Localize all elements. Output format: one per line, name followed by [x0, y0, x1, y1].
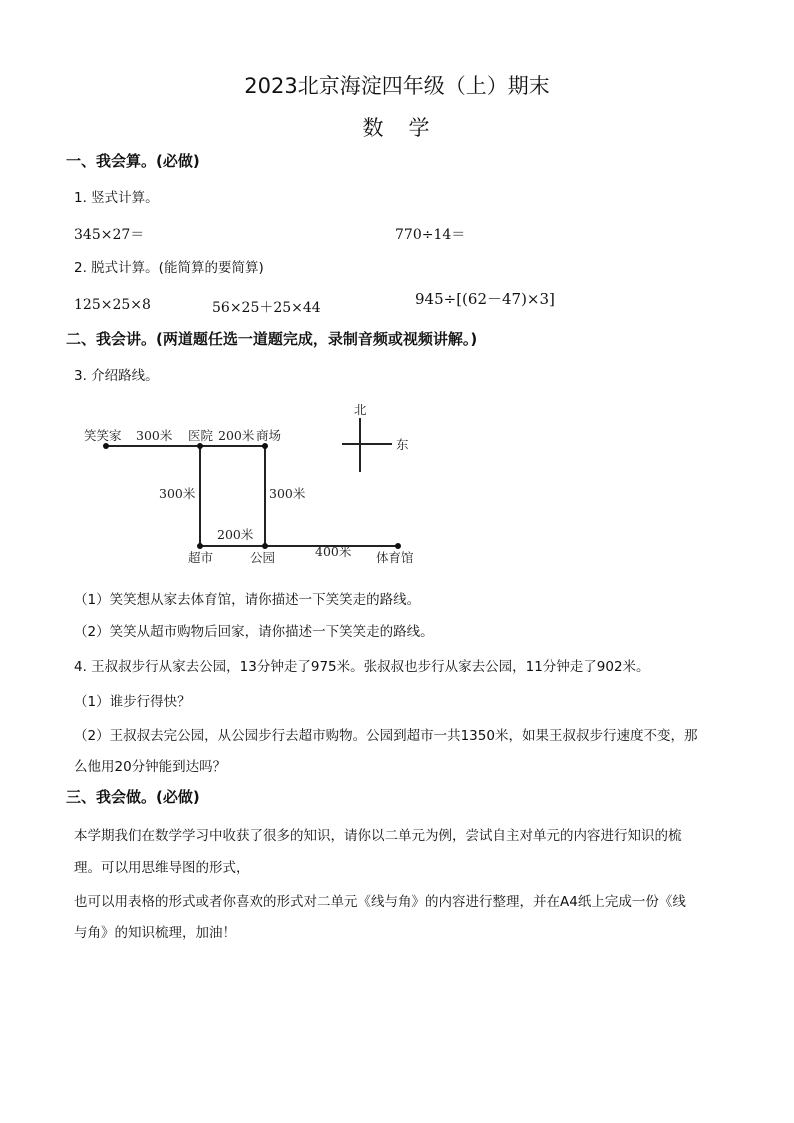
- place-hospital: 医院: [188, 428, 214, 443]
- section3-para-line2: 理。可以用思维导图的形式，: [74, 860, 250, 876]
- place-supermarket: 超市: [188, 550, 214, 565]
- dist-home-hospital: 300米: [136, 428, 173, 443]
- q3-sub1: （1）笑笑想从家去体育馆，请你描述一下笑笑走的路线。: [74, 592, 421, 608]
- supermarket-dot: [197, 543, 203, 549]
- q4-sub2-line2: 么他用20分钟能到达吗？: [74, 759, 227, 775]
- compass-north: 北: [354, 402, 367, 417]
- dist-park-stadium: 400米: [315, 544, 352, 559]
- q4-sub1: （1）谁步行得快？: [74, 694, 191, 710]
- park-dot: [262, 543, 268, 549]
- q4-stem: 4. 王叔叔步行从家去公园，13分钟走了975米。张叔叔也步行从家去公园，11分钟走了902米。: [74, 659, 650, 675]
- hospital-dot: [197, 443, 203, 449]
- dist-hospital-mall: 200米: [218, 428, 255, 443]
- q4-sub2-line1: （2）王叔叔去完公园，从公园步行去超市购物。公园到超市一共1350米，如果王叔叔步行速度不变，那: [74, 728, 698, 744]
- q1-label: 1. 竖式计算。: [74, 190, 159, 206]
- subject-title: 数 学: [362, 116, 432, 140]
- q3-sub2: （2）笑笑从超市购物后回家，请你描述一下笑笑走的路线。: [74, 624, 434, 640]
- place-mall: 商场: [256, 428, 282, 443]
- q1-expr-a: 345×27＝: [74, 227, 145, 243]
- stadium-dot: [395, 543, 401, 549]
- place-park: 公园: [250, 550, 276, 565]
- section3-para-line4: 与角》的知识梳理，加油！: [74, 925, 236, 941]
- mall-dot: [262, 443, 268, 449]
- section3-para-line3: 也可以用表格的形式或者你喜欢的形式对二单元《线与角》的内容进行整理，并在A4纸上完成一份《线: [74, 894, 686, 910]
- q1-expr-b: 770÷14＝: [395, 227, 466, 243]
- q3-label: 3. 介绍路线。: [74, 368, 159, 384]
- place-home: 笑笑家: [84, 428, 122, 443]
- page-title: 2023北京海淀四年级（上）期末: [244, 74, 550, 98]
- q2-label: 2. 脱式计算。(能简算的要简算): [74, 260, 264, 276]
- section3-heading: 三、我会做。(必做): [66, 788, 200, 806]
- q2-expr-c: 945÷[(62－47)×3]: [415, 290, 555, 308]
- q2-expr-a: 125×25×8: [74, 297, 151, 313]
- compass-east: 东: [396, 437, 409, 452]
- dist-supermarket-park: 200米: [217, 527, 254, 542]
- dist-hospital-supermarket: 300米: [159, 486, 196, 501]
- q2-expr-b: 56×25＋25×44: [212, 300, 321, 316]
- section1-heading: 一、我会算。(必做): [66, 152, 200, 170]
- section3-para-line1: 本学期我们在数学学习中收获了很多的知识，请你以二单元为例，尝试自主对单元的内容进行知识的梳: [74, 828, 682, 844]
- section2-heading: 二、我会讲。(两道题任选一道题完成，录制音频或视频讲解。): [66, 330, 478, 348]
- dist-mall-park: 300米: [269, 486, 306, 501]
- route-map: [70, 398, 430, 570]
- home-dot: [103, 443, 109, 449]
- place-stadium: 体育馆: [376, 550, 414, 565]
